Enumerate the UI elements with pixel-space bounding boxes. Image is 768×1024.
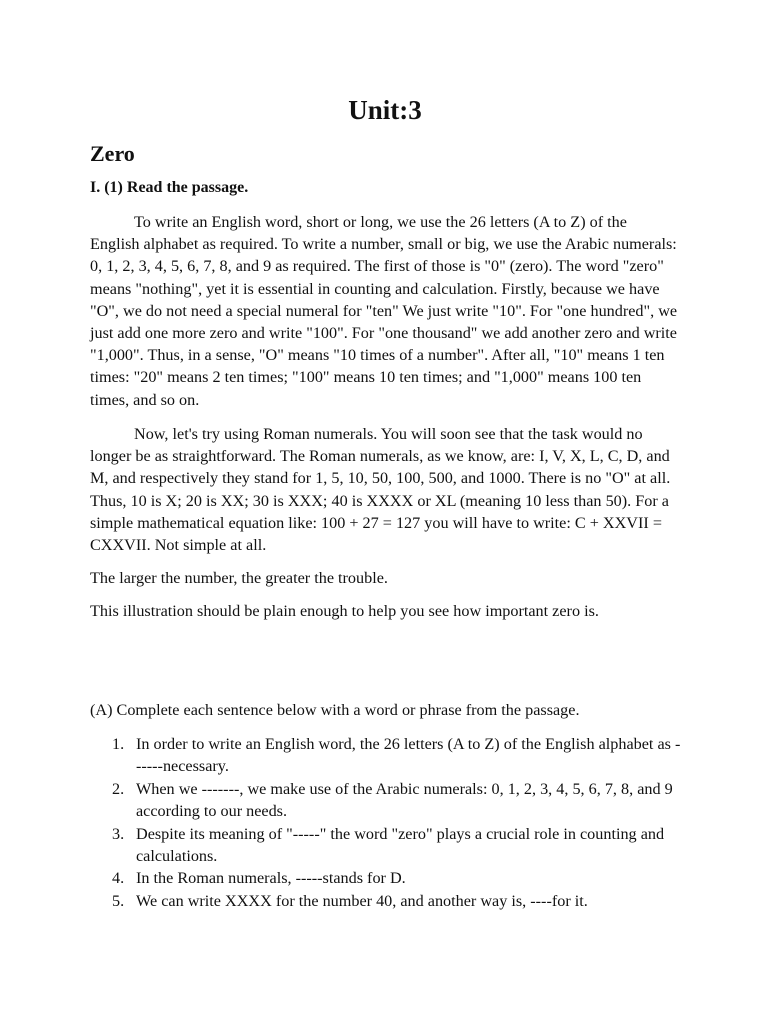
question-number: 4. [112,869,125,888]
passage-paragraph: Now, let's try using Roman numerals. You will soon see that the task would no longer be as straightforward. The Roman numerals, as we know, are: I, V, X, L, C, D, and M, and respectively they stand for 1, 5, 10, 50, 100, 500, and 1000. There is no "O" at all. Thus, 10 is X; 20 is XX; 30 is XXX; 40 is XXXX or XL (meaning 10 less than 50). For a simple mathematical equation like: 100 + 27 = 127 you will have to write: C + XXVII = CXXVII. Not simple at all. [90,425,671,555]
question-item [90,733,682,778]
section-title: Zero [90,141,135,166]
question-item [90,890,682,912]
question-number: 5. [112,891,125,910]
question-number: 1. [112,735,125,753]
exercise-prompt: (A) Complete each sentence below with a word or phrase from the passage. [90,701,580,719]
passage-paragraph: To write an English word, short or long, we use the 26 letters (A to Z) of the English alphabet as required. To write a number, small or big, we use the Arabic numerals: 0, 1, 2, 3, 4, 5, 6, 7, 8, and 9 as required. The first of those is "0" (zero). The word "zero" means "nothing", yet it is essential in counting and calculation. Firstly, because we have "O", we do not need a special numeral for "ten" We just write "10". For "one hundred", we just add one more zero and write "100". For "one thousand" we add another zero and write "1,000". Thus, in a sense, "O" means "10 times of a number". After all, "10" means 1 ten times: "20" means 2 ten times; "100" means 10 ten times; and "1,000" means 100 ten times, and so on. [90,213,678,409]
document-page [90,0,680,1024]
question-text: Despite its meaning of "-----" the word "zero" plays a crucial role in counting and calculations. [136,824,665,866]
question-item [90,867,682,889]
question-text: In the Roman numerals, -----stands for D. [136,869,406,888]
reading-instruction: I. (1) Read the passage. [90,179,249,196]
question-text: We can write XXXX for the number 40, and another way is, ----for it. [136,891,588,910]
question-number: 3. [112,824,125,843]
question-text: In order to write an English word, the 26 letters (A to Z) of the English alphabet as ------necessary. [136,735,681,776]
question-text: When we -------, we make use of the Arabic numerals: 0, 1, 2, 3, 4, 5, 6, 7, 8, and 9 according to our needs. [136,779,673,821]
question-list [90,733,682,912]
question-item [90,778,682,823]
unit-title: Unit:3 [348,95,422,125]
passage-paragraph: This illustration should be plain enough to help you see how important zero is. [90,602,599,620]
passage-paragraph: The larger the number, the greater the trouble. [90,569,388,587]
question-item [90,823,682,868]
question-number: 2. [112,779,125,798]
